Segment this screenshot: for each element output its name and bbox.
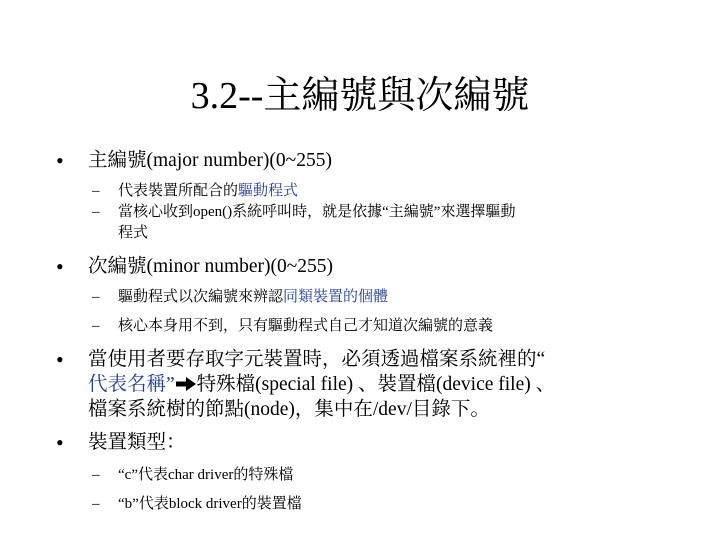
bullet-major-number bbox=[36, 148, 696, 173]
slide-title: 3.2--主編號與次編號 bbox=[190, 75, 530, 117]
dash-icon: – bbox=[92, 318, 100, 334]
bullet-minor-number bbox=[36, 254, 696, 279]
highlight-text: 驅動程式 bbox=[238, 183, 299, 199]
dash-icon: – bbox=[92, 183, 100, 199]
highlight-text: 同類裝置的個體 bbox=[283, 289, 389, 305]
bullet-text: 次編號(minor number)(0~255) bbox=[88, 256, 334, 277]
sub-bullet-kernel bbox=[36, 316, 696, 337]
sub-bullet-block bbox=[36, 494, 696, 515]
bullet-icon: • bbox=[56, 148, 64, 173]
bullet-icon: • bbox=[56, 347, 64, 372]
sub-bullet-text: 代表裝置所配合的 bbox=[118, 183, 239, 199]
sub-bullet-text: 核心本身用不到，只有驅動程式自己才知道次編號的意義 bbox=[118, 318, 494, 334]
dash-icon: – bbox=[92, 467, 100, 483]
dash-icon: – bbox=[92, 496, 100, 512]
slide-content bbox=[36, 148, 696, 515]
bullet-text: 當使用者要存取字元裝置時，必須透過檔案系統裡的“ bbox=[88, 349, 546, 370]
dash-icon: – bbox=[92, 204, 100, 220]
bullet-text: 主編號(major number)(0~255) bbox=[88, 150, 332, 171]
bullet-icon: • bbox=[56, 254, 64, 279]
sub-bullet-text-cont: 程式 bbox=[118, 225, 149, 241]
right-arrow-icon bbox=[175, 376, 197, 392]
sub-bullet-char bbox=[36, 465, 696, 486]
bullet-device-type bbox=[36, 430, 696, 455]
sub-bullet-text: “b”代表block driver的裝置檔 bbox=[118, 496, 302, 512]
sub-bullet-text: 當核心收到open()系統呼叫時，就是依據“主編號”來選擇驅動 bbox=[118, 204, 516, 220]
sub-bullet-open-call bbox=[36, 202, 696, 244]
bullet-text-cont: 檔案系統樹的節點(node)，集中在/dev/目錄下。 bbox=[88, 399, 490, 420]
dash-icon: – bbox=[92, 289, 100, 305]
bullet-access bbox=[36, 347, 696, 422]
bullet-text-cont: 特殊檔(special file) 、裝置檔(device file) 、 bbox=[196, 374, 556, 395]
sub-bullet-text: 驅動程式以次編號來辨認 bbox=[118, 289, 284, 305]
bullet-icon: • bbox=[56, 430, 64, 455]
sub-bullet-driver bbox=[36, 181, 696, 202]
bullet-text: 裝置類型： bbox=[88, 432, 186, 453]
sub-bullet-identify bbox=[36, 287, 696, 308]
sub-bullet-text: “c”代表char driver的特殊檔 bbox=[118, 467, 294, 483]
highlight-text: 代表名稱” bbox=[88, 374, 175, 395]
